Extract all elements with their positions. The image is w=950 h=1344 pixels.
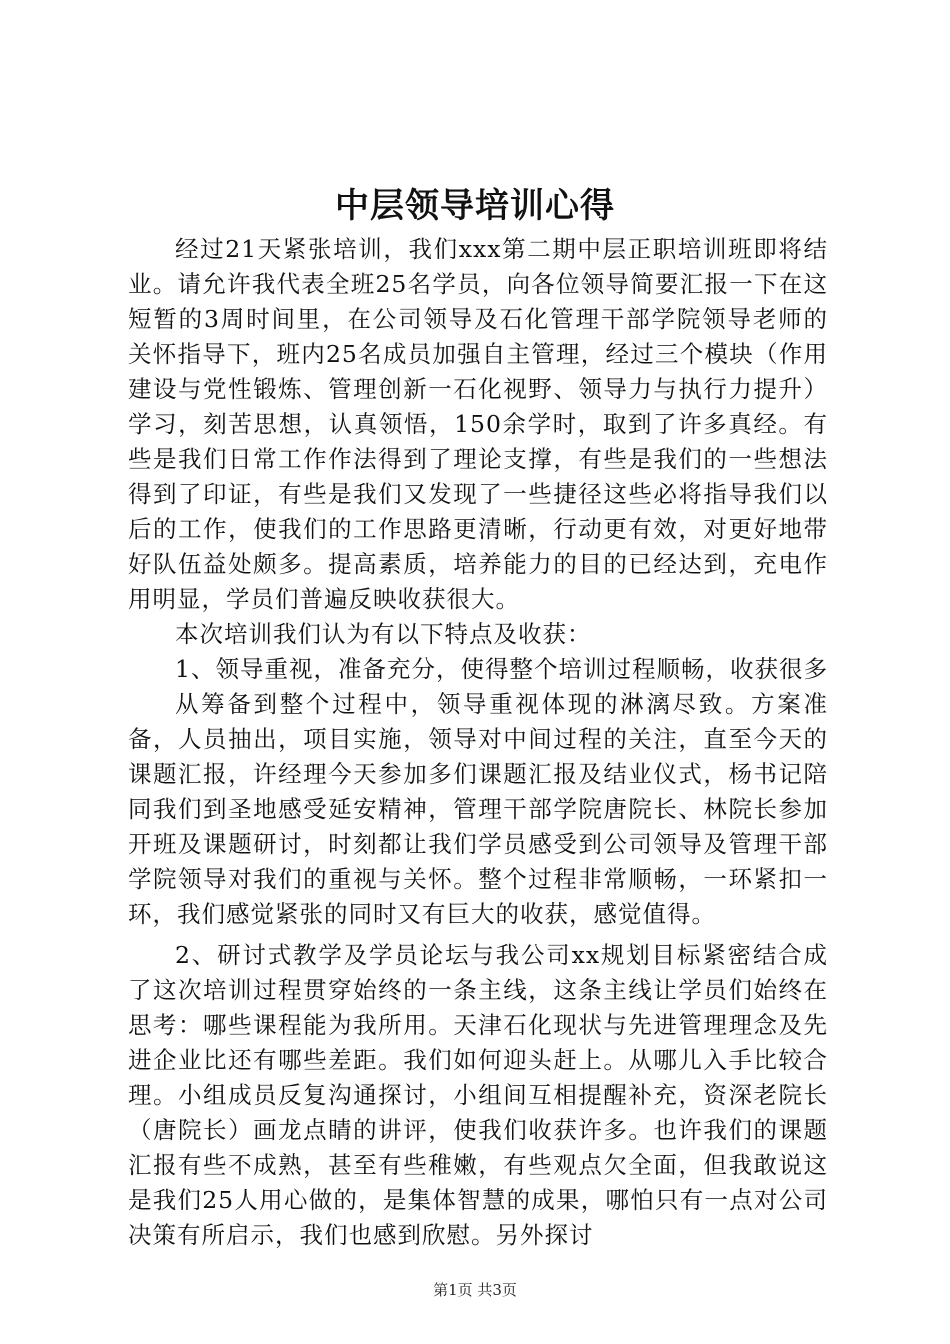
paragraph-features-heading: 本次培训我们认为有以下特点及收获： — [175, 620, 592, 648]
paragraph-intro: 经过21天紧张培训，我们xxx第二期中层正职培训班即将结业。请允许我代表全班25名学员，向各位领导简要汇报一下在这短暂的3周时间里，在公司领导及石化管理干部学院领导老师的关怀指导下，班内25名成员加强自主管理，经过三个模块（作用建设与党性锻炼、管理创新一石化视野、领导力与执行力提升）学习，刻苦思想，认真领悟，150余学时，取到了许多真经。有些是我们日常工作作法得到了理论支撑，有些是我们的一些想法得到了印证，有些是我们又发现了一些捷径这些必将指导我们以后的工作，使我们的工作思路更清晰，行动更有效，对更好地带好队伍益处颇多。提高素质，培养能力的目的已经达到，充电作用明显，学员们普遍反映收获很大。 — [128, 235, 828, 613]
paragraph-point-2: 2、研讨式教学及学员论坛与我公司xx规划目标紧密结合成了这次培训过程贯穿始终的一条主线，这条主线让学员们始终在思考：哪些课程能为我所用。天津石化现状与先进管理理念及先进企业比还有哪些差距。我们如何迎头赶上。从哪儿入手比较合理。小组成员反复沟通探讨，小组间互相提醒补充，资深老院长（唐院长）画龙点睛的讲评，使我们收获许多。也许我们的课题汇报有些不成熟，甚至有些稚嫩，有些观点欠全面，但我敢说这是我们25人用心做的，是集体智慧的成果，哪怕只有一点对公司决策有所启示，我们也感到欣慰。另外探讨 — [128, 941, 828, 1249]
document-body — [128, 232, 828, 1253]
page-number-footer: 第1页 共3页 — [433, 1281, 517, 1299]
paragraph-point-1-heading: 1、领导重视，准备充分，使得整个培训过程顺畅，收获很多 — [175, 655, 828, 683]
paragraph-point-1-body: 从筹备到整个过程中，领导重视体现的淋漓尽致。方案准备，人员抽出，项目实施，领导对中间过程的关注，直至今天的课题汇报，许经理今天参加多们课题汇报及结业仪式，杨书记陪同我们到圣地感受延安精神，管理干部学院唐院长、林院长参加开班及课题研讨，时刻都让我们学员感受到公司领导及管理干部学院领导对我们的重视与关怀。整个过程非常顺畅，一环紧扣一环，我们感觉紧张的同时又有巨大的收获，感觉值得。 — [128, 690, 828, 928]
document-title: 中层领导培训心得 — [335, 186, 615, 226]
